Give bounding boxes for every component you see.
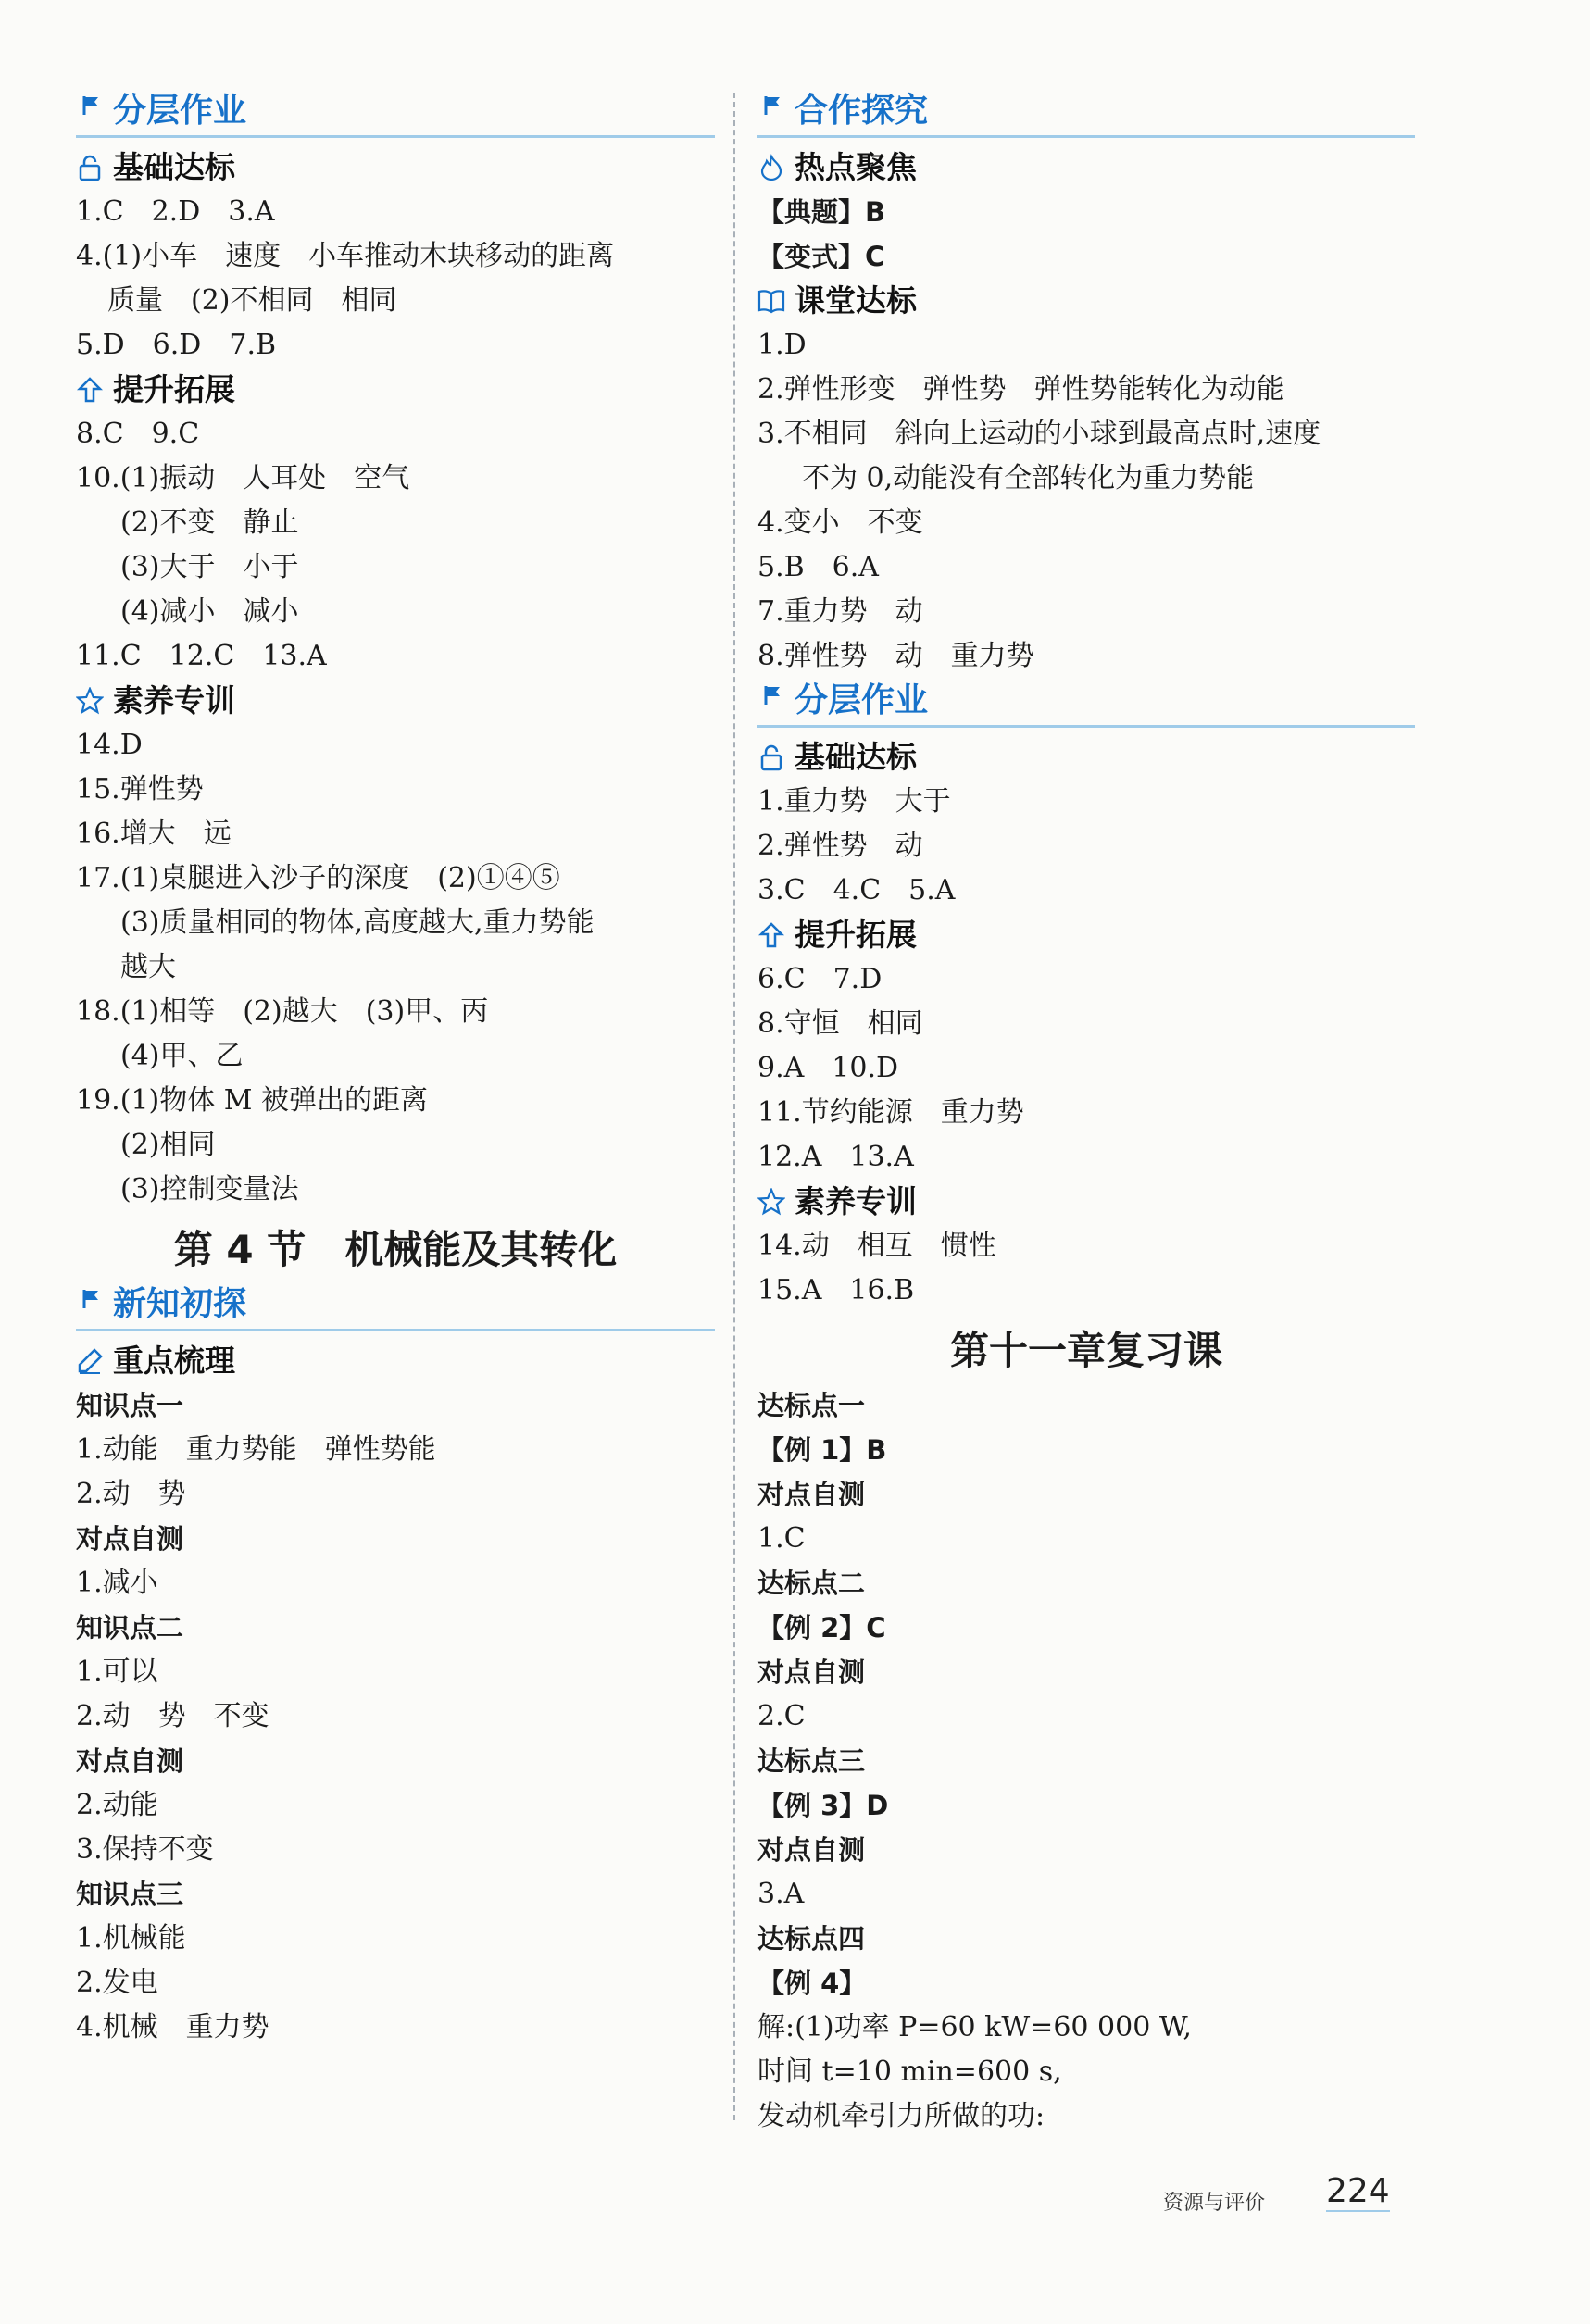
self-test-label: 对点自测 bbox=[76, 1745, 184, 1777]
subsection-suyang bbox=[76, 679, 715, 723]
column-divider bbox=[733, 93, 735, 2120]
flame-icon bbox=[757, 154, 785, 181]
answer-line: 【变式】C bbox=[757, 241, 885, 272]
subsection-ketang bbox=[757, 279, 1415, 323]
section-header-fenceng-2 bbox=[757, 679, 1415, 728]
subsection-title: 课堂达标 bbox=[795, 282, 917, 319]
section-title: 新知初探 bbox=[113, 1285, 247, 1323]
answer-line: 14.动 相互 惯性 bbox=[757, 1230, 996, 1262]
section-header-xinzhi bbox=[76, 1282, 715, 1331]
answer-line: 2.动 势 不变 bbox=[76, 1700, 269, 1732]
knowledge-point-label: 知识点一 bbox=[76, 1390, 184, 1421]
chapter-title: 第 4 节 机械能及其转化 bbox=[173, 1227, 618, 1272]
answer-line: 1.机械能 bbox=[76, 1922, 186, 1955]
answer-line: (3)大于 小于 bbox=[120, 551, 299, 583]
answer-line: 3.C 4.C 5.A bbox=[757, 874, 956, 906]
subsection-title: 素养专训 bbox=[113, 682, 235, 718]
answer-line: (2)不变 静止 bbox=[120, 506, 299, 539]
lock-icon bbox=[76, 154, 104, 181]
answer-line: 2.发电 bbox=[76, 1967, 158, 1999]
answer-line: 越大 bbox=[120, 951, 176, 983]
page-number: 224 bbox=[1326, 2172, 1390, 2210]
answer-line: 5.B 6.A bbox=[757, 551, 879, 583]
knowledge-point-label: 知识点二 bbox=[76, 1612, 184, 1643]
solution-line: 解:(1)功率 P=60 kW=60 000 W, bbox=[757, 2011, 1192, 2043]
answer-line: 1.C 2.D 3.A bbox=[76, 195, 275, 228]
subsection-jichu bbox=[757, 735, 1415, 780]
answer-line: 5.D 6.D 7.B bbox=[76, 329, 277, 361]
answer-line: 2.弹性形变 弹性势 弹性势能转化为动能 bbox=[757, 373, 1284, 406]
answer-line: 9.A 10.D bbox=[757, 1052, 899, 1084]
answer-line: 2.弹性势 动 bbox=[757, 830, 923, 862]
answer-line: 不为 0,动能没有全部转化为重力势能 bbox=[802, 462, 1255, 494]
section-header-fenceng bbox=[76, 89, 715, 138]
subsection-title: 热点聚焦 bbox=[795, 149, 917, 185]
answer-line: 11.C 12.C 13.A bbox=[76, 640, 327, 672]
up-arrow-icon bbox=[757, 921, 785, 949]
answer-line: 14.D bbox=[76, 729, 143, 761]
answer-line: 1.C bbox=[757, 1522, 806, 1555]
self-test-label: 对点自测 bbox=[757, 1656, 866, 1688]
example-line: 【例 4】 bbox=[757, 1968, 867, 1999]
answer-line: 3.A bbox=[757, 1878, 805, 1910]
example-line: 【例 3】D bbox=[757, 1790, 889, 1821]
section-title: 分层作业 bbox=[113, 92, 247, 130]
example-line: 【例 2】C bbox=[757, 1612, 886, 1643]
flag-icon bbox=[81, 1288, 102, 1310]
section-title: 合作探究 bbox=[795, 92, 929, 130]
up-arrow-icon bbox=[76, 376, 104, 404]
answer-line: 4.变小 不变 bbox=[757, 506, 923, 539]
answer-line: 8.弹性势 动 重力势 bbox=[757, 640, 1034, 672]
answer-line: 质量 (2)不相同 相同 bbox=[107, 284, 397, 317]
answer-line: 16.增大 远 bbox=[76, 818, 232, 850]
pen-icon bbox=[76, 1347, 104, 1375]
answer-line: 6.C 7.D bbox=[757, 963, 883, 995]
answer-line: 2.动 势 bbox=[76, 1478, 186, 1510]
subsection-title: 提升拓展 bbox=[795, 917, 917, 953]
target-point-label: 达标点二 bbox=[757, 1568, 866, 1599]
answer-line: 1.动能 重力势能 弹性势能 bbox=[76, 1433, 436, 1466]
flag-icon bbox=[81, 94, 102, 117]
answer-line: 1.D bbox=[757, 329, 807, 361]
subsection-suyang bbox=[757, 1180, 1415, 1224]
answer-line: (2)相同 bbox=[120, 1129, 216, 1161]
subsection-tisheng bbox=[757, 913, 1415, 957]
answer-line: 11.节约能源 重力势 bbox=[757, 1096, 1024, 1129]
answer-line: 7.重力势 动 bbox=[757, 595, 923, 628]
answer-line: 15.A 16.B bbox=[757, 1274, 915, 1306]
answer-line: (3)质量相同的物体,高度越大,重力势能 bbox=[120, 906, 595, 939]
star-icon bbox=[757, 1188, 785, 1216]
answer-line: 19.(1)物体 M 被弹出的距离 bbox=[76, 1084, 428, 1117]
answer-line: 8.守恒 相同 bbox=[757, 1007, 923, 1040]
subsection-title: 素养专训 bbox=[795, 1183, 917, 1219]
answer-line: 17.(1)桌腿进入沙子的深度 (2)①④⑤ bbox=[76, 862, 560, 894]
left-column bbox=[76, 89, 715, 2050]
flag-icon bbox=[763, 94, 783, 117]
answer-line: 8.C 9.C bbox=[76, 418, 200, 450]
subsection-tisheng bbox=[76, 368, 715, 412]
subsection-title: 基础达标 bbox=[795, 739, 917, 775]
self-test-label: 对点自测 bbox=[757, 1834, 866, 1866]
lock-icon bbox=[757, 743, 785, 771]
answer-line: 4.(1)小车 速度 小车推动木块移动的距离 bbox=[76, 240, 615, 272]
answer-line: 15.弹性势 bbox=[76, 773, 204, 806]
self-test-label: 对点自测 bbox=[757, 1479, 866, 1510]
answer-line: 2.动能 bbox=[76, 1789, 158, 1821]
subsection-title: 重点梳理 bbox=[113, 1343, 235, 1379]
solution-line: 发动机牵引力所做的功: bbox=[757, 2100, 1045, 2132]
answer-line: 18.(1)相等 (2)越大 (3)甲、丙 bbox=[76, 995, 489, 1028]
footer-label: 资源与评价 bbox=[1163, 2192, 1266, 2215]
answer-line: 3.不相同 斜向上运动的小球到最高点时,速度 bbox=[757, 418, 1321, 450]
right-column bbox=[757, 89, 1415, 2139]
section-title: 分层作业 bbox=[795, 681, 929, 719]
solution-line: 时间 t=10 min=600 s, bbox=[757, 2055, 1062, 2088]
target-point-label: 达标点四 bbox=[757, 1923, 866, 1955]
subsection-title: 基础达标 bbox=[113, 149, 235, 185]
answer-line: 4.机械 重力势 bbox=[76, 2011, 269, 2043]
answer-line: (4)甲、乙 bbox=[120, 1040, 244, 1072]
book-icon bbox=[757, 287, 785, 315]
answer-line: 1.可以 bbox=[76, 1656, 158, 1688]
subsection-redian bbox=[757, 145, 1415, 190]
answer-line: 【典题】B bbox=[757, 196, 886, 228]
example-line: 【例 1】B bbox=[757, 1434, 887, 1466]
answer-line: 2.C bbox=[757, 1700, 806, 1732]
self-test-label: 对点自测 bbox=[76, 1523, 184, 1555]
target-point-label: 达标点一 bbox=[757, 1390, 866, 1421]
answer-line: 3.保持不变 bbox=[76, 1833, 214, 1866]
answer-line: 10.(1)振动 人耳处 空气 bbox=[76, 462, 410, 494]
answer-line: (3)控制变量法 bbox=[120, 1173, 299, 1206]
answer-line: 1.减小 bbox=[76, 1567, 158, 1599]
flag-icon bbox=[763, 684, 783, 706]
subsection-zhongdian bbox=[76, 1339, 715, 1383]
section-header-hezuo bbox=[757, 89, 1415, 138]
review-title: 第十一章复习课 bbox=[949, 1328, 1222, 1373]
answer-line: (4)减小 减小 bbox=[120, 595, 299, 628]
answer-line: 1.重力势 大于 bbox=[757, 785, 951, 818]
knowledge-point-label: 知识点三 bbox=[76, 1879, 184, 1910]
subsection-title: 提升拓展 bbox=[113, 371, 235, 407]
subsection-jichu bbox=[76, 145, 715, 190]
target-point-label: 达标点三 bbox=[757, 1745, 866, 1777]
star-icon bbox=[76, 687, 104, 715]
answer-line: 12.A 13.A bbox=[757, 1141, 914, 1173]
